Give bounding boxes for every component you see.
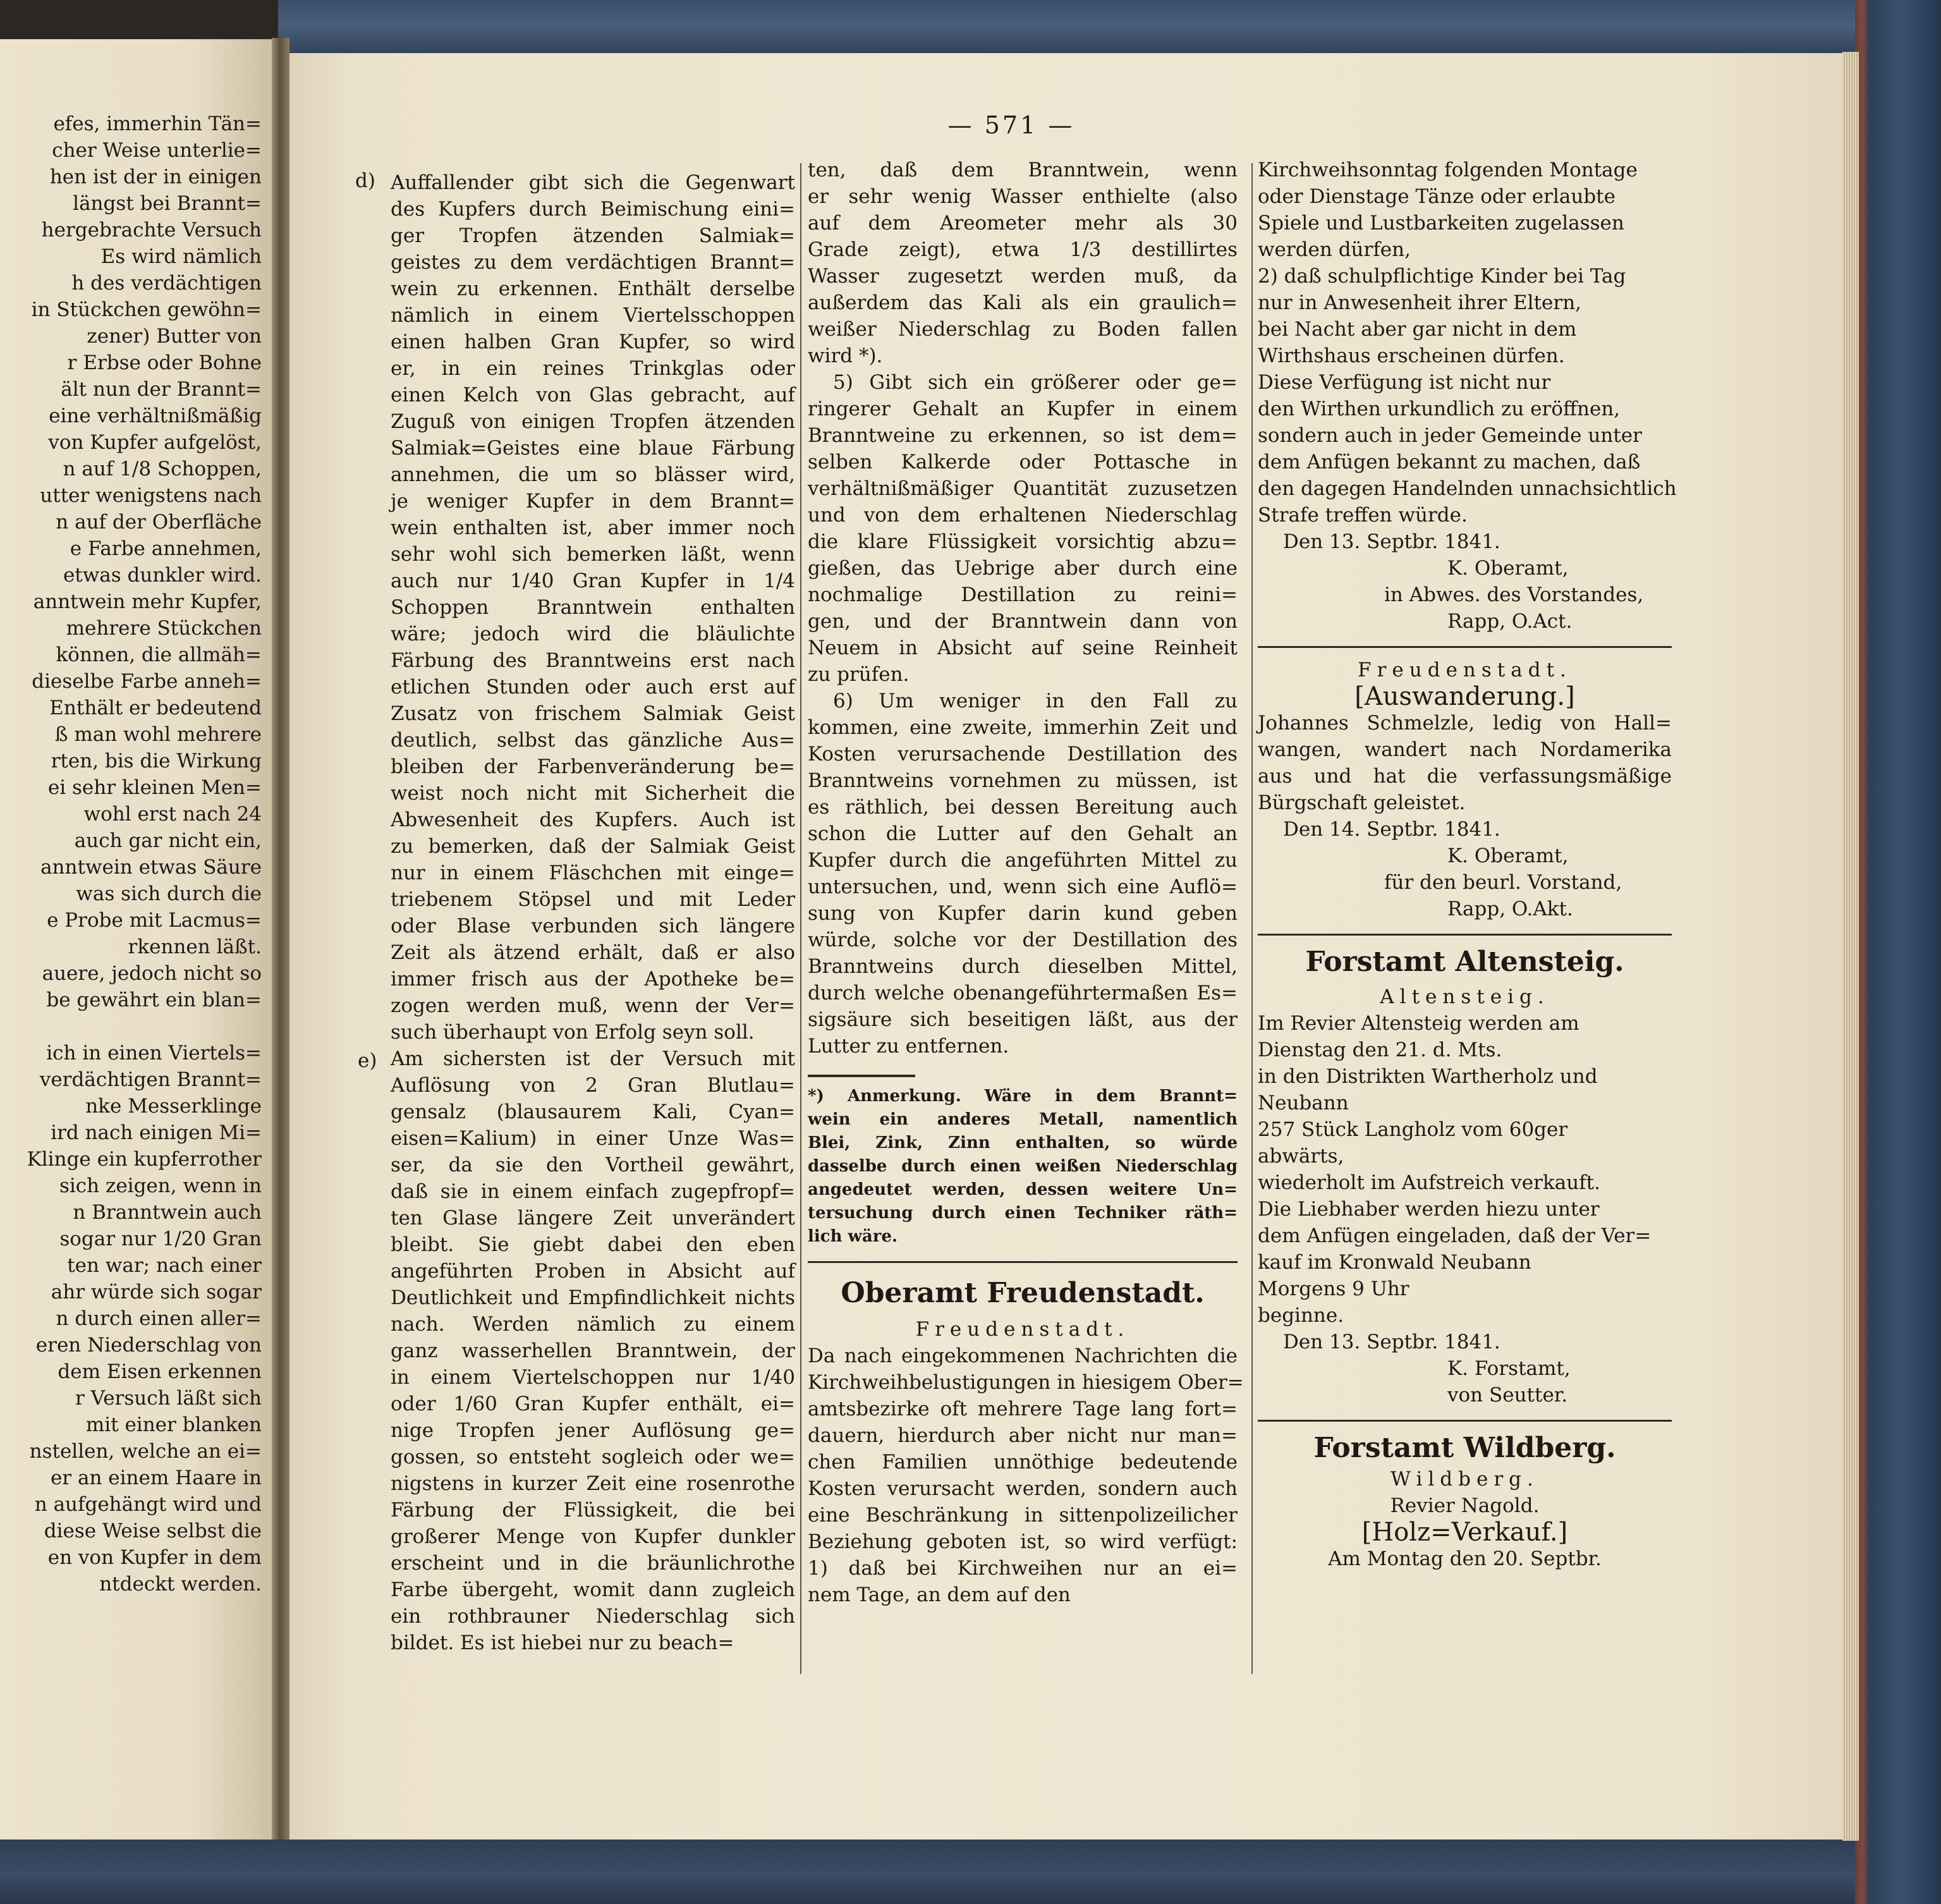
left-page-line: n aufgehängt wird und: [34, 1493, 262, 1516]
col-c-line: sondern auch in jeder Gemeinde unter: [1258, 424, 1642, 447]
emigration-line: Bürgschaft geleistet.: [1258, 791, 1466, 814]
left-page-line: eine verhältnißmäßig: [49, 405, 262, 427]
left-page-line: utter wenigstens nach: [40, 484, 262, 507]
left-page-line: efes, immerhin Tän=: [53, 113, 262, 135]
left-page-line: ten war; nach einer: [67, 1254, 262, 1277]
signature-1a: K. Oberamt,: [1447, 557, 1569, 580]
place-freudenstadt: Freudenstadt.: [915, 1318, 1130, 1341]
section-rule: [808, 1261, 1238, 1263]
para-d-line: zogen werden muß, wenn der Ver=: [391, 994, 795, 1017]
para-e-line: ser, da sie den Vortheil gewährt,: [391, 1154, 795, 1176]
para-e-line: angeführten Proben in Absicht auf: [391, 1260, 795, 1283]
column-divider-1: [800, 163, 801, 1674]
col-c-line: den Wirthen urkundlich zu eröffnen,: [1258, 398, 1621, 420]
col-c-line: Wirthshaus erscheinen dürfen.: [1258, 345, 1565, 367]
para-e-line: ein rothbrauner Niederschlag sich: [391, 1605, 795, 1628]
para-5-line: selben Kalkerde oder Pottasche in: [808, 451, 1238, 473]
notice-line: Beziehung geboten ist, so wird verfügt:: [808, 1530, 1238, 1553]
signature-2c: Rapp, O.Akt.: [1447, 898, 1573, 920]
notice-line: amtsbezirke oft mehrere Tage lang fort=: [808, 1398, 1238, 1420]
left-page-line: verdächtigen Brannt=: [39, 1068, 262, 1091]
para-e-line: nach. Werden nämlich zu einem: [391, 1313, 795, 1336]
col-b-line: außerdem das Kali als ein graulich=: [808, 291, 1238, 314]
left-page-line: in Stückchen gewöhn=: [31, 298, 262, 321]
para-d-line: Salmiak=Geistes eine blaue Färbung: [391, 437, 795, 460]
para-d-line: auch nur 1/40 Gran Kupfer in 1/4: [391, 570, 795, 592]
forstamt-wildberg-heading: Forstamt Wildberg.: [1313, 1432, 1616, 1464]
left-page-line: [0, 1013, 262, 1040]
para-d-line: je weniger Kupfer in dem Brannt=: [391, 490, 795, 513]
left-page-line: sogar nur 1/20 Gran: [59, 1228, 262, 1250]
left-page-line: e Probe mit Lacmus=: [47, 909, 262, 932]
para-6-line: untersuchen, und, wenn sich eine Auflö=: [808, 876, 1238, 898]
forest-sale-line: beginne.: [1258, 1304, 1344, 1327]
left-page-line: ntdeckt werden.: [99, 1573, 262, 1596]
date-3: Den 13. Septbr. 1841.: [1283, 1331, 1500, 1353]
footnote: [808, 1085, 1238, 1248]
forest-sale-line: in den Distrikten Wartherholz und: [1258, 1065, 1598, 1088]
para-e-line: gossen, so entsteht sogleich oder we=: [391, 1446, 795, 1468]
para-5-line: die klare Flüssigkeit vorsichtig abzu=: [808, 530, 1238, 553]
para-e-line: ganz wasserhellen Branntwein, der: [391, 1340, 795, 1362]
date-2: Den 14. Septbr. 1841.: [1283, 818, 1500, 841]
para-e-line: erscheint und in die bräunlichrothe: [391, 1552, 795, 1575]
emigration-line: wangen, wandert nach Nordamerika: [1258, 738, 1672, 761]
para-e-line: Am sichersten ist der Versuch mit: [391, 1047, 795, 1070]
signature-1b: in Abwes. des Vorstandes,: [1384, 583, 1644, 606]
para-d-line: wein enthalten ist, aber immer noch: [391, 516, 795, 539]
col-b-line: auf dem Areometer mehr als 30: [808, 212, 1238, 235]
left-page-line: Enthält er bedeutend: [49, 697, 262, 719]
para-5-line: 5) Gibt sich ein größerer oder ge=: [833, 371, 1238, 394]
col-c-line: bei Nacht aber gar nicht in dem: [1258, 318, 1577, 341]
left-page-line: können, die allmäh=: [56, 644, 262, 666]
para-6-line: es räthlich, bei dessen Bereitung auch: [808, 796, 1238, 819]
para-e-line: Auflösung von 2 Gran Blutlau=: [391, 1074, 795, 1097]
left-page-line: ird nach einigen Mi=: [51, 1121, 262, 1144]
para-5-line: verhältnißmäßiger Quantität zuzusetzen: [808, 477, 1238, 500]
footnote-rule: [808, 1075, 915, 1077]
forest-sale-line: Dienstag den 21. d. Mts.: [1258, 1039, 1502, 1061]
para-5-line: Branntweine zu erkennen, so ist dem=: [808, 424, 1238, 447]
para-d-line: deutlich, selbst das gänzliche Aus=: [391, 729, 795, 752]
para-d-line: weist noch nicht mit Sicherheit die: [391, 782, 795, 805]
col-c-line: Spiele und Lustbarkeiten zugelassen: [1258, 212, 1624, 235]
para-6-line: sung von Kupfer darin kund geben: [808, 902, 1238, 925]
holz-verkauf-title: [Holz=Verkauf.]: [1361, 1518, 1568, 1547]
page-number: — 571 —: [947, 111, 1075, 139]
para-e-line: ten Glase längere Zeit unverändert: [391, 1207, 795, 1230]
left-page-line: be gewährt ein blan=: [46, 989, 262, 1011]
para-d-line: Schoppen Branntwein enthalten: [391, 596, 795, 619]
para-d-line: Zuguß von einigen Tropfen ätzenden: [391, 410, 795, 433]
left-page-line: rkennen läßt.: [128, 936, 262, 958]
signature-1c: Rapp, O.Act.: [1447, 610, 1573, 633]
place-wildberg: Wildberg.: [1390, 1468, 1539, 1491]
para-d-line: Zeit als ätzend erhält, daß er also: [391, 941, 795, 964]
para-e-line: oder 1/60 Gran Kupfer enthält, ei=: [391, 1393, 795, 1415]
left-page-line: h des verdächtigen: [71, 272, 262, 295]
forest-sale-line: dem Anfügen eingeladen, daß der Ver=: [1258, 1224, 1652, 1247]
left-page-line: auere, jedoch nicht so: [42, 962, 262, 985]
left-page-line: ich in einen Viertels=: [46, 1042, 262, 1065]
footnote-line: lich wäre.: [808, 1227, 898, 1246]
left-page-line: rten, bis die Wirkung: [51, 750, 262, 772]
para-6-line: Lutter zu entfernen.: [808, 1035, 1009, 1058]
section-rule-c2: [1258, 934, 1672, 936]
para-5-line: nochmalige Destillation zu reini=: [808, 583, 1238, 606]
left-page-line: zener) Butter von: [87, 325, 262, 348]
place-altensteig: Altensteig.: [1380, 986, 1550, 1008]
left-page-text: [0, 111, 262, 1597]
col-c-line: dem Anfügen bekannt zu machen, daß: [1258, 451, 1641, 473]
forest-sale-line: Die Liebhaber werden hiezu unter: [1258, 1198, 1600, 1221]
left-page-line: cher Weise unterlie=: [52, 139, 262, 162]
forest-sale-line: 257 Stück Langholz vom 60ger: [1258, 1118, 1568, 1141]
footnote-line: Blei, Zink, Zinn enthalten, so würde: [808, 1133, 1238, 1152]
forest-sale-line: wiederholt im Aufstreich verkauft.: [1258, 1171, 1600, 1194]
notice-line: Kosten verursacht werden, sondern auch: [808, 1477, 1238, 1500]
left-page-line: r Erbse oder Bohne: [67, 351, 262, 374]
para-d-line: Färbung des Branntweins erst nach: [391, 649, 795, 672]
left-page-line: dem Eisen erkennen: [58, 1360, 262, 1383]
auswanderung-title: [Auswanderung.]: [1354, 682, 1575, 711]
col-c-line: Kirchweihsonntag folgenden Montage: [1258, 159, 1638, 181]
para-e-line: Farbe übergeht, womit dann zugleich: [391, 1578, 795, 1601]
notice-line: dauern, hierdurch aber nicht nur man=: [808, 1424, 1238, 1447]
col-c-line: werden dürfen,: [1258, 238, 1411, 261]
para-marker-e: e): [358, 1049, 377, 1072]
para-d-line: Zusatz von frischem Salmiak Geist: [391, 702, 795, 725]
para-d-line: immer frisch aus der Apotheke be=: [391, 968, 795, 991]
col-b-line: wird *).: [808, 345, 883, 367]
signature-2a: K. Oberamt,: [1447, 845, 1569, 867]
para-e-line: bleibt. Sie giebt dabei den eben: [391, 1233, 795, 1256]
para-e-line: Deutlichkeit und Empfindlichkeit nichts: [391, 1286, 795, 1309]
para-d-line: ger Tropfen ätzenden Salmiak=: [391, 224, 795, 247]
para-d-line: such überhaupt von Erfolg seyn soll.: [391, 1021, 755, 1044]
col-b-line: er sehr wenig Wasser enthielte (also: [808, 185, 1238, 208]
para-e-line: in einem Viertelschoppen nur 1/40: [391, 1366, 795, 1389]
column-c: [1258, 157, 1677, 1572]
para-d-line: geistes zu dem verdächtigen Brannt=: [391, 251, 795, 274]
left-page-line: hen ist der in einigen: [49, 166, 262, 188]
emigration-line: Johannes Schmelzle, ledig von Hall=: [1258, 712, 1672, 735]
col-c-line: 2) daß schulpflichtige Kinder bei Tag: [1258, 265, 1626, 288]
para-d-line: Auffallender gibt sich die Gegenwart: [391, 171, 795, 194]
emigration-line: aus und hat die verfassungsmäßige: [1258, 765, 1672, 788]
para-d-line: wein zu erkennen. Enthält derselbe: [391, 278, 795, 300]
para-d-line: zu bemerken, daß der Salmiak Geist: [391, 835, 795, 858]
forest-sale-line: abwärts,: [1258, 1145, 1344, 1168]
footnote-line: dasselbe durch einen weißen Niederschlag: [808, 1157, 1238, 1176]
para-d-line: Abwesenheit des Kupfers. Auch ist: [391, 809, 795, 831]
signature-3a: K. Forstamt,: [1447, 1357, 1571, 1380]
forest-sale-line: kauf im Kronwald Neubann: [1258, 1251, 1531, 1274]
left-page-line: anntwein etwas Säure: [40, 856, 262, 879]
left-page-line: dieselbe Farbe anneh=: [32, 670, 262, 693]
col-b-line: weißer Niederschlag zu Boden fallen: [808, 318, 1238, 341]
left-page-line: n auf 1/8 Schoppen,: [63, 458, 262, 480]
left-page-line: Es wird nämlich: [100, 245, 262, 268]
forest-sale-line: Neubann: [1258, 1092, 1349, 1114]
book-cover-spine: [1855, 0, 1941, 1904]
left-page-line: en von Kupfer in dem: [47, 1546, 262, 1569]
forest-sale-line: Im Revier Altensteig werden am: [1258, 1012, 1579, 1035]
para-d-line: nur in einem Fläschchen mit einge=: [391, 862, 795, 884]
left-page-line: wohl erst nach 24: [83, 803, 262, 826]
para-6-line: sigsäure sich beseitigen läßt, aus der: [808, 1008, 1238, 1031]
para-5-line: zu prüfen.: [808, 663, 910, 686]
col-b-line: ten, daß dem Branntwein, wenn: [808, 159, 1238, 181]
left-page-line: r Versuch läßt sich: [75, 1387, 262, 1410]
signature-3b: von Seutter.: [1447, 1384, 1568, 1407]
place-freudenstadt-2: Freudenstadt.: [1358, 659, 1572, 681]
revier-nagold: Revier Nagold.: [1390, 1494, 1540, 1517]
para-e-line: Färbung der Flüssigkeit, die bei: [391, 1499, 795, 1522]
left-page-line: sich zeigen, wenn in: [59, 1175, 262, 1197]
left-page-line: eren Niederschlag von: [35, 1334, 262, 1357]
left-page-line: auch gar nicht ein,: [74, 829, 262, 852]
left-page-line: nke Messerklinge: [85, 1095, 262, 1118]
para-d-line: einen Kelch von Glas gebracht, auf: [391, 384, 795, 406]
para-5-line: gießen, das Uebrige aber durch eine: [808, 557, 1238, 580]
para-6-line: Branntweins vornehmen zu müssen, ist: [808, 769, 1238, 792]
col-b-line: Wasser zugesetzt werden muß, da: [808, 265, 1238, 288]
oberamt-freudenstadt-heading: Oberamt Freudenstadt.: [841, 1277, 1205, 1309]
column-a: [391, 169, 795, 1656]
col-b-line: Grade zeigt), etwa 1/3 destillirtes: [808, 238, 1238, 261]
left-page-line: etwas dunkler wird.: [63, 564, 262, 587]
forstamt-altensteig-heading: Forstamt Altensteig.: [1305, 946, 1624, 978]
para-d-line: des Kupfers durch Beimischung eini=: [391, 198, 795, 221]
para-6-line: schon die Lutter auf den Gehalt an: [808, 822, 1238, 845]
notice-line: Kirchweihbelustigungen in hiesigem Ober=: [808, 1371, 1244, 1394]
left-page-line: ahr würde sich sogar: [51, 1281, 262, 1303]
para-e-line: eisen=Kalium) in einer Unze Was=: [391, 1127, 795, 1150]
para-6-line: Kosten verursachende Destillation des: [808, 743, 1238, 766]
para-d-line: oder Blase verbunden sich längere: [391, 915, 795, 937]
col-c-line: oder Dienstage Tänze oder erlaubte: [1258, 185, 1615, 208]
para-6-line: Branntweins durch dieselben Mittel,: [808, 955, 1238, 978]
forest-sale-line: Morgens 9 Uhr: [1258, 1278, 1409, 1300]
column-divider-2: [1251, 163, 1253, 1674]
page-gutter: [272, 38, 289, 1840]
left-page-line: er an einem Haare in: [50, 1467, 262, 1489]
para-6-line: würde, solche vor der Destillation des: [808, 929, 1238, 951]
para-marker-d: d): [355, 169, 375, 192]
book-cover-bottom: [0, 1836, 1858, 1904]
section-rule-c3: [1258, 1420, 1672, 1422]
para-e-line: gensalz (blausaurem Kali, Cyan=: [391, 1101, 795, 1123]
para-e-line: nigstens in kurzer Zeit eine rosenrothe: [391, 1472, 795, 1495]
para-6-line: Kupfer durch die angeführten Mittel zu: [808, 849, 1238, 872]
para-d-line: triebenem Stöpsel und mit Leder: [391, 888, 795, 911]
left-page-line: hergebrachte Versuch: [41, 219, 262, 241]
left-page-line: Klinge ein kupferrother: [27, 1148, 262, 1171]
col-c-line: den dagegen Handelnden unnachsichtlich: [1258, 477, 1677, 500]
para-6-line: kommen, eine zweite, immerhin Zeit und: [808, 716, 1238, 739]
footnote-line: angedeutet werden, dessen weitere Un=: [808, 1180, 1238, 1199]
para-e-line: bildet. Es ist hiebei nur zu beach=: [391, 1632, 734, 1654]
page-edges: [1842, 52, 1859, 1841]
left-page-line: n durch einen aller=: [56, 1307, 262, 1330]
left-page-line: mehrere Stückchen: [66, 617, 262, 640]
para-e-line: daß sie in einem einfach zugepfropf=: [391, 1180, 795, 1203]
para-5-line: gen, und der Branntwein dann von: [808, 610, 1238, 633]
para-6-line: 6) Um weniger in den Fall zu: [833, 690, 1238, 712]
para-d-line: etlichen Stunden oder auch erst auf: [391, 676, 795, 699]
para-d-line: er, in ein reines Trinkglas oder: [391, 357, 795, 380]
left-page-line: n Branntwein auch: [73, 1201, 262, 1224]
left-page-line: diese Weise selbst die: [44, 1520, 262, 1542]
col-c-line: nur in Anwesenheit ihrer Eltern,: [1258, 291, 1582, 314]
footnote-line: wein ein anderes Metall, namentlich: [808, 1110, 1238, 1129]
wildberg-date-line: Am Montag den 20. Septbr.: [1328, 1547, 1602, 1570]
left-page-line: anntwein mehr Kupfer,: [33, 590, 262, 613]
para-d-line: annehmen, die um so blässer wird,: [391, 463, 795, 486]
left-page-line: ält nun der Brannt=: [61, 378, 262, 401]
para-e-line: nige Tropfen jener Auflösung ge=: [391, 1419, 795, 1442]
notice-line: nem Tage, an dem auf den: [808, 1584, 1071, 1606]
column-b: [808, 157, 1244, 1608]
left-page-line: mit einer blanken: [85, 1413, 262, 1436]
para-d-line: sehr wohl sich bemerken läßt, wenn: [391, 543, 795, 566]
notice-line: 1) daß bei Kirchweihen nur an ei=: [808, 1557, 1238, 1580]
notice-line: eine Beschränkung in sittenpolizeilicher: [808, 1504, 1238, 1527]
notice-line: chen Familien unnöthige bedeutende: [808, 1451, 1238, 1474]
left-page-line: ß man wohl mehrere: [54, 723, 262, 746]
notice-line: Da nach eingekommenen Nachrichten die: [808, 1345, 1238, 1367]
para-5-line: und von dem erhaltenen Niederschlag: [808, 504, 1238, 527]
book-cover-top: [278, 0, 1858, 57]
para-d-line: bleiben der Farbenveränderung be=: [391, 755, 795, 778]
left-page-line: nstellen, welche an ei=: [29, 1440, 262, 1463]
left-page-line: ei sehr kleinen Men=: [47, 776, 262, 799]
footnote-line: tersuchung durch einen Techniker räth=: [808, 1204, 1238, 1223]
date-1: Den 13. Septbr. 1841.: [1283, 530, 1500, 553]
col-c-line: Strafe treffen würde.: [1258, 504, 1468, 527]
footnote-line: *) Anmerkung. Wäre in dem Brannt=: [808, 1087, 1238, 1106]
para-6-line: durch welche obenangeführtermaßen Es=: [808, 982, 1238, 1004]
left-page-line: e Farbe annehmen,: [70, 537, 262, 560]
para-d-line: nämlich in einem Viertelsschoppen: [391, 304, 795, 327]
left-page-line: längst bei Brannt=: [73, 192, 262, 215]
col-c-line: Diese Verfügung ist nicht nur: [1258, 371, 1551, 394]
para-5-line: ringerer Gehalt an Kupfer in einem: [808, 398, 1238, 420]
left-page-line: was sich durch die: [76, 882, 262, 905]
left-page-line: von Kupfer aufgelöst,: [48, 431, 262, 454]
signature-2b: für den beurl. Vorstand,: [1384, 871, 1622, 894]
para-5-line: Neuem in Absicht auf seine Reinheit: [808, 637, 1238, 659]
para-d-line: wäre; jedoch wird die bläulichte: [391, 623, 795, 645]
para-d-line: einen halben Gran Kupfer, so wird: [391, 331, 795, 353]
para-e-line: großerer Menge von Kupfer dunkler: [391, 1525, 795, 1548]
left-page-line: n auf der Oberfläche: [56, 511, 262, 534]
section-rule-c1: [1258, 646, 1672, 648]
